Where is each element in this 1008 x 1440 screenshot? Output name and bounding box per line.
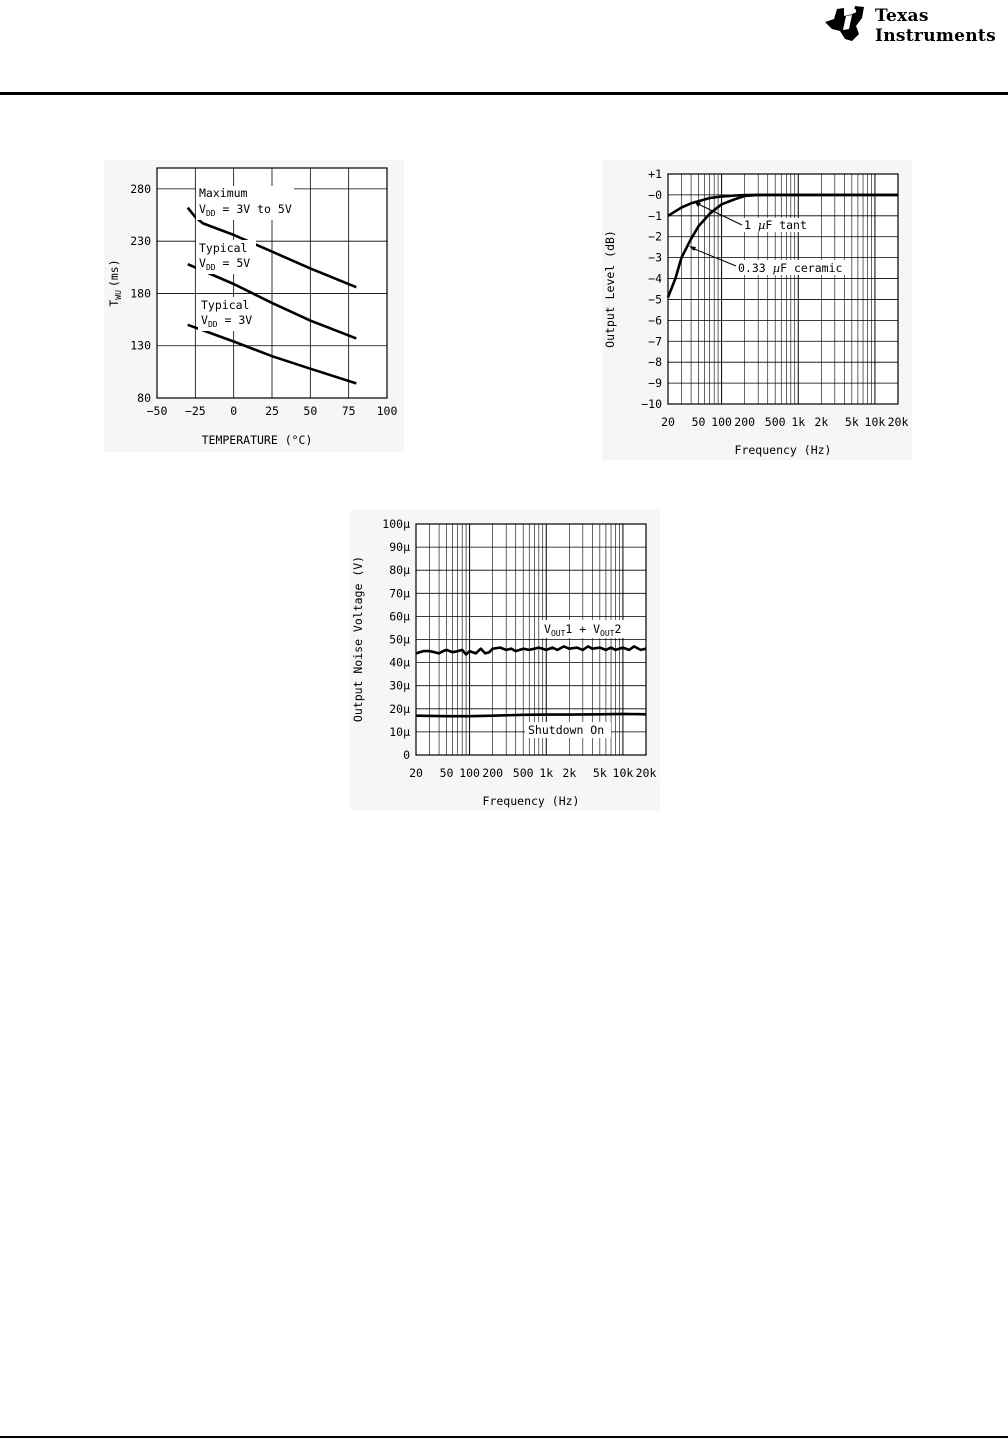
y-tick-label: −9 [648,376,662,391]
y-tick-label: 20µ [389,701,410,716]
x-tick-label: 200 [482,766,504,780]
y-tick-label: −4 [648,271,662,286]
y-tick-label: 80 [137,391,151,405]
header-rule [0,92,1008,95]
y-tick-label: 50µ [389,632,410,647]
logo-text-instruments: Instruments [875,26,996,46]
x-tick-label: 20 [661,415,675,429]
x-tick-label: −25 [184,404,206,418]
ti-state-icon [822,4,870,44]
annotation-maximum-vdd: $V_{DD} = 3V$ to 5V [199,202,292,218]
y-tick-label: −2 [648,229,662,244]
x-axis-label: Frequency (Hz) [734,443,832,457]
annotation-shutdown-on: Shutdown On [528,723,605,737]
x-tick-label: 2k [814,415,829,429]
y-tick-label: 230 [130,234,151,249]
x-tick-label: 20 [409,766,423,780]
footer-rule [0,1436,1008,1438]
x-tick-label: 1k [539,766,554,780]
x-tick-label: 25 [265,404,279,418]
x-tick-label: 50 [691,415,706,429]
annotation-typical-3v-vdd: $V_{DD} = 3V$ [201,313,253,329]
y-tick-label: −3 [648,250,662,265]
y-axis-label: $T_{WU}(ms)$ [107,259,123,307]
y-tick-label: 100µ [382,517,410,531]
y-tick-label: 30µ [389,678,410,693]
x-tick-label: −50 [146,404,168,418]
annotation-ceramic: 0.33 µF ceramic [738,261,843,275]
x-tick-label: 0 [230,404,238,418]
x-tick-label: 10k [864,415,886,429]
annotation-typical-5v-vdd: $V_{DD} = 5V$ [199,256,251,272]
y-tick-label: −7 [648,334,662,349]
chart-twu-vs-temperature [104,160,404,452]
x-tick-label: 5k [592,766,607,780]
x-tick-label: 50 [439,766,454,780]
y-axis-label: Output Noise Voltage (V) [351,555,365,723]
y-tick-label: 280 [130,181,151,196]
x-tick-label: 20k [635,766,657,780]
y-tick-label: −5 [648,292,662,307]
y-tick-label: +1 [648,167,662,181]
y-tick-label: −6 [648,313,662,328]
y-tick-label: 10µ [389,724,410,739]
x-tick-label: 200 [734,415,756,429]
y-tick-label: 80µ [389,563,410,578]
annotation-maximum: Maximum [199,186,248,200]
x-tick-label: 10k [612,766,634,780]
chart-output-level-vs-frequency [602,160,912,460]
x-axis-label: Frequency (Hz) [482,794,580,808]
x-tick-label: 75 [341,404,356,418]
x-tick-label: 100 [711,415,732,429]
y-tick-label: 90µ [389,540,410,555]
ti-logo [822,4,1008,50]
y-tick-label: 180 [130,286,151,301]
x-tick-label: 2k [562,766,577,780]
y-axis-label: Output Level (dB) [603,230,617,348]
y-tick-label: −8 [648,355,662,370]
y-tick-label: 0 [403,748,410,762]
x-tick-label: 500 [512,766,534,780]
chart-output-noise-vs-frequency [350,510,660,810]
x-tick-label: 100 [459,766,480,780]
x-tick-label: 100 [376,404,398,418]
y-tick-label: −0 [648,187,662,202]
x-tick-label: 1k [791,415,806,429]
y-tick-label: −1 [648,208,662,223]
x-tick-label: 50 [303,404,318,418]
x-tick-label: 500 [764,415,786,429]
y-tick-label: 60µ [389,609,410,624]
annotation-typical-5v: Typical [199,241,248,255]
annotation-typical-3v: Typical [201,298,250,312]
annotation-vout: $V_{OUT}1 + V_{OUT}2$ [544,622,622,638]
x-axis-label: TEMPERATURE (°C) [201,433,313,447]
y-tick-label: 70µ [389,586,410,601]
annotation-tant: 1 µF tant [744,218,807,232]
y-tick-label: 40µ [389,655,410,670]
y-tick-label: 130 [130,338,151,353]
logo-text-texas: Texas [875,6,929,26]
y-tick-label: −10 [641,397,662,411]
x-tick-label: 5k [844,415,859,429]
x-tick-label: 20k [887,415,909,429]
